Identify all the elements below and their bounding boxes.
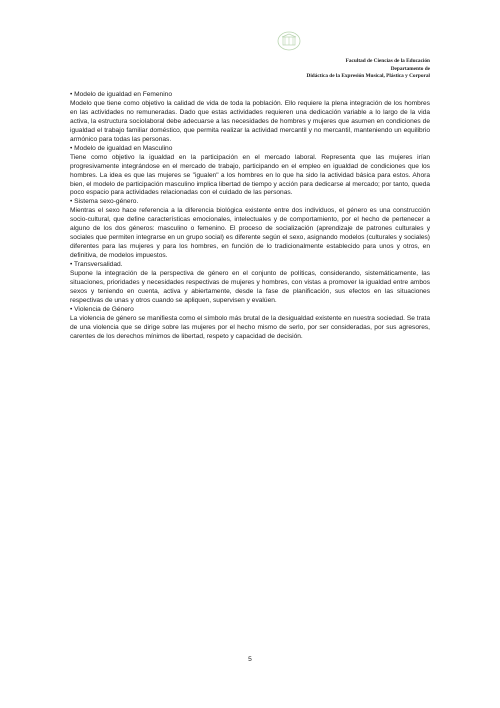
section-heading: • Modelo de igualdad en Masculino: [70, 144, 173, 152]
section-paragraph: La violencia de género se manifiesta como el símbolo más brutal de la desigualdad existente en nuestra sociedad. Se trata de una violencia que se dirige sobre las mujeres por el hecho mismo de serlo, por ser consideradas, por sus agresores, carentes de los derechos mínimos de libertad, respeto y capacidad de decisión.: [70, 314, 430, 340]
document-body: [70, 91, 430, 342]
header-department: Departamento de: [390, 65, 430, 72]
header-area: Didáctica de la Expresión Musical, Plástica y Corporal: [306, 73, 430, 80]
section-heading: • Violencia de Género: [70, 305, 134, 313]
section-heading: • Modelo de igualdad en Femenino: [70, 91, 173, 98]
document-header: [307, 58, 431, 81]
section-heading: • Sistema sexo-género.: [70, 198, 139, 206]
section-heading: • Transversalidad.: [70, 261, 123, 269]
header-faculty: Facultad de Ciencias de la Educación: [345, 58, 430, 64]
page-number: 5: [248, 656, 252, 663]
section-paragraph: Tiene como objetivo la igualdad en la participación en el mercado laboral. Representa que las mujeres irían progresivamente integrándose en el mercado de trabajo, participando en el empleo en igualdad de condiciones que los hombres. La idea es que las mujeres se "igualen" a los hombres en lo que ha sido la actividad básica para estos. Ahora bien, el modelo de participación masculino implica libertad de tiempo y acción para dedicarse al mercado; por tanto, queda poco espacio para actividades relacionadas con el cuidado de las personas.: [70, 153, 430, 197]
section-paragraph: Mientras el sexo hace referencia a la diferencia biológica existente entre dos individuos, el género es una construcción socio-cultural, que define características emocionales, intelectuales y de comportamiento, por el hecho de pertenecer a alguno de los dos géneros: masculino o femenino. El proceso de socialización (aprendizaje de patrones culturales y sociales que permiten integrarse en un grupo social) es diferente según el sexo, asignando modelos (culturales y sociales) diferentes para las mujeres y para los hombres, en función de lo tradicionalmente establecido para unos y otros, en definitiva, de modelos impuestos.: [70, 207, 430, 260]
section-paragraph: Supone la integración de la perspectiva de género en el conjunto de políticas, considerando, sistemáticamente, las situaciones, prioridades y necesidades respectivas de mujeres y hombres, con vistas a promover la igualdad entre ambos sexos y teniendo en cuenta, activa y abiertamente, desde la fase de planificación, sus efectos en las situaciones respectivas de unas y otros cuando se apliquen, supervisen y evalúen.: [70, 270, 430, 304]
faculty-logo: [276, 30, 302, 52]
section-paragraph: Modelo que tiene como objetivo la calidad de vida de toda la población. Ello requiere la plena integración de los hombres en las actividades no remuneradas. Dado que estas actividades requieren una dedicación variable a lo largo de la vida activa, la estructura sociolaboral debe adecuarse a las necesidades de hombres y mujeres que asumen en condiciones de igualdad el trabajo familiar doméstico, que permita realizar la actividad mercantil y no mercantil, manteniendo un equilibrio armónico para todas las personas.: [70, 99, 430, 143]
